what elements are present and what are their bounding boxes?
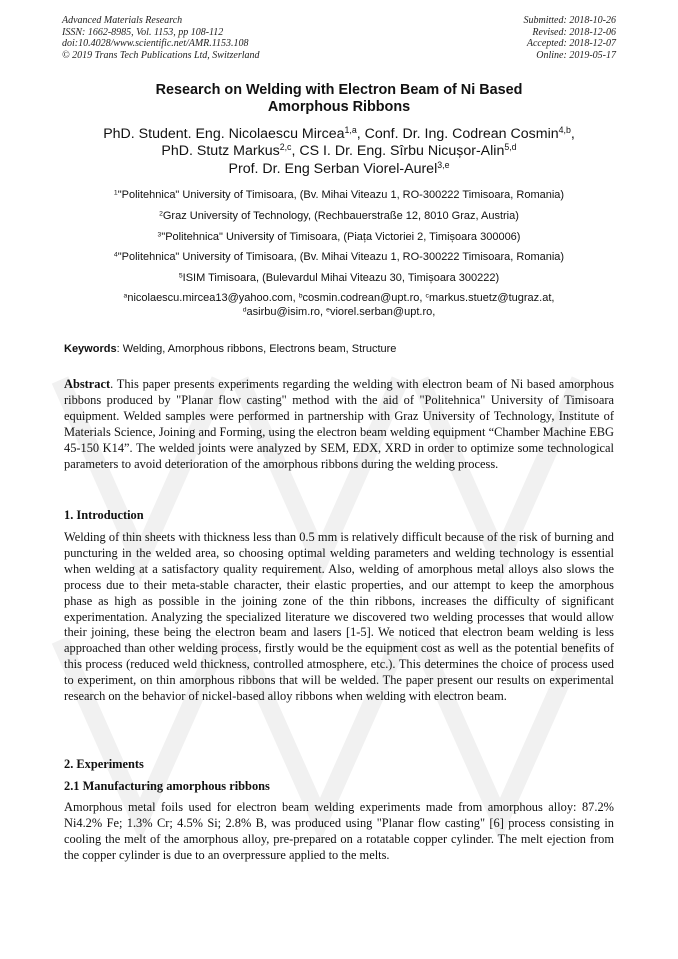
- email-address: asirbu@isim.ro,: [246, 305, 327, 318]
- email-line-1: [40, 291, 638, 305]
- subsection-heading-manufacturing: 2.1 Manufacturing amorphous ribbons: [64, 779, 270, 793]
- author-list: [40, 126, 638, 178]
- journal-issn: ISSN: 1662-8985, Vol. 1153, pp 108-112: [62, 26, 224, 38]
- affiliation-text: "Politehnica" University of Timisoara, (Piața Victoriei 2, Timișoara 300006): [161, 230, 521, 243]
- email-sup: e: [326, 306, 330, 314]
- affiliation-text: ISIM Timisoara, (Bulevardul Mihai Viteazu 30, Timișoara 300222): [182, 272, 500, 285]
- paper-title: [64, 82, 614, 116]
- author-name: PhD. Stutz Markus: [161, 143, 280, 160]
- journal-info: [62, 15, 260, 61]
- date-accepted: Accepted: 2018-12-07: [526, 38, 616, 50]
- publication-dates: [524, 15, 617, 61]
- author-sup: 1,a: [344, 125, 357, 136]
- author-name: Prof. Dr. Eng Serban Viorel-Aurel: [228, 160, 438, 177]
- affiliation-list: [40, 185, 638, 319]
- manufacturing-paragraph: Amorphous metal foils used for electron beam welding experiments made from amorphous alloy: 87.2% Ni4.2% Fe; 1.3% Cr; 4.5% Si; 2.8% B, was produced using "Planar flow casting" [6] process consisting in cooling the melt of the amorphous alloy, pre-prepared on a rotatable copper cylinder. The melt ejection from the copper cylinder is due to an overpressure applied to the melts.: [64, 800, 614, 862]
- email-sup: d: [242, 306, 247, 314]
- author-name: Conf. Dr. Ing. Codrean Cosmin: [364, 126, 559, 142]
- affiliation-sup: 4: [113, 251, 118, 259]
- section-heading-introduction: 1. Introduction: [64, 508, 144, 522]
- section-heading-experiments: 2. Experiments: [64, 757, 144, 771]
- title-line-2: Amorphous Ribbons: [267, 99, 411, 115]
- author-line-1: [40, 126, 638, 143]
- email-address: cosmin.codrean@upt.ro,: [302, 291, 426, 304]
- date-online: Online: 2019-05-17: [536, 49, 616, 61]
- abstract-label: Abstract: [64, 377, 111, 391]
- author-name: PhD. Student. Eng. Nicolaescu Mircea: [103, 126, 345, 142]
- introduction-paragraph: Welding of thin sheets with thickness less than 0.5 mm is relatively difficult because of the risk of burning and puncturing in the welded area, so choosing optimal welding parameters and welding technology is essential when welding at a satisfactory quality requirement. Also, welding of amorphous metal alloys also slows the process due to their meta-stable character, their elastic properties, and our attempt to keep the amorphous phase as high as possible in the joining zone of the thin ribbons, increases the difficulty of significant experimentation. Analyzing the specialized literature we discovered two welding processes that would allow their joining, these being the electron beam and lasers [1-5]. We noticed that electron beam welding is less approached than other welding process, firstly would be the equipment cost as well as the potential benefits of this process (reduced weld thickness, controlled atmosphere, etc.). This determines the choice of process used to experiment, on thin amorphous ribbons that will be welded. The paper present our results on experimental research on the behavior of nickel-based alloy ribbons when welding with electron beam.: [64, 530, 614, 704]
- affiliation-text: Graz University of Technology, (Rechbauerstraße 12, 8010 Graz, Austria): [162, 209, 519, 222]
- author-sup: 2,c: [279, 142, 292, 153]
- abstract-text: . This paper presents experiments regarding the welding with electron beam of Ni based amorphous ribbons produced by "Planar flow casting" method with the aid of "Politehnica" University of Timisoara equipment. Welded samples were performed in partnership with Graz University of Technology, Institute of Materials Science, Joining and Forming, using the electron beam welding equipment “Chamber Machine EBG 45-150 K14”. The welded joints were analyzed by SEM, EDX, XRD in order to optimize some technological parameters to avoid deterioration of the amorphous ribbons during the welding process.: [64, 377, 614, 471]
- email-address: markus.stuetz@tugraz.at,: [428, 291, 555, 304]
- journal-doi: doi:10.4028/www.scientific.net/AMR.1153.108: [62, 38, 249, 50]
- abstract-paragraph: [64, 377, 614, 472]
- email-sup: b: [298, 292, 303, 300]
- email-sup: a: [123, 292, 128, 300]
- author-line-3: [40, 161, 638, 178]
- affiliation: [40, 227, 638, 248]
- email-address: viorel.serban@upt.ro,: [329, 305, 436, 318]
- author-name: CS I. Dr. Eng. Sîrbu Nicușor-Alin: [299, 143, 505, 160]
- author-sup: 3,e: [437, 159, 450, 170]
- affiliation-sup: 5: [178, 272, 183, 280]
- journal-copyright: © 2019 Trans Tech Publications Ltd, Switzerland: [62, 49, 260, 61]
- email-list: [40, 291, 638, 319]
- keywords-text: : Welding, Amorphous ribbons, Electrons beam, Structure: [116, 343, 397, 355]
- title-line-1: Research on Welding with Electron Beam of Ni Based: [155, 82, 523, 98]
- affiliation: [40, 268, 638, 289]
- affiliation: [40, 206, 638, 227]
- affiliation-sup: 3: [157, 230, 162, 238]
- journal-name: Advanced Materials Research: [62, 15, 183, 26]
- affiliation-sup: 2: [159, 210, 163, 218]
- affiliation-sup: 1: [113, 189, 118, 197]
- author-line-2: [40, 143, 638, 160]
- author-sup: 5,d: [504, 142, 517, 153]
- author-separator: ,: [570, 126, 575, 142]
- email-sup: c: [425, 292, 429, 300]
- email-address: nicolaescu.mircea13@yahoo.com,: [127, 291, 299, 304]
- author-sup: 4,b: [558, 125, 571, 136]
- author-separator: ,: [291, 143, 300, 160]
- email-line-2: [40, 305, 638, 319]
- affiliation-text: "Politehnica" University of Timisoara, (Bv. Mihai Viteazu 1, RO-300222 Timisoara, Romania): [117, 251, 565, 264]
- keywords-label: Keywords: [64, 343, 117, 355]
- keywords-line: [64, 343, 396, 355]
- affiliation: [40, 185, 638, 206]
- author-separator: ,: [356, 126, 365, 142]
- affiliation: [40, 247, 638, 268]
- affiliation-text: "Politehnica" University of Timisoara, (Bv. Mihai Viteazu 1, RO-300222 Timisoara, Romania): [117, 189, 565, 201]
- date-revised: Revised: 2018-12-06: [532, 26, 616, 38]
- date-submitted: Submitted: 2018-10-26: [523, 15, 616, 26]
